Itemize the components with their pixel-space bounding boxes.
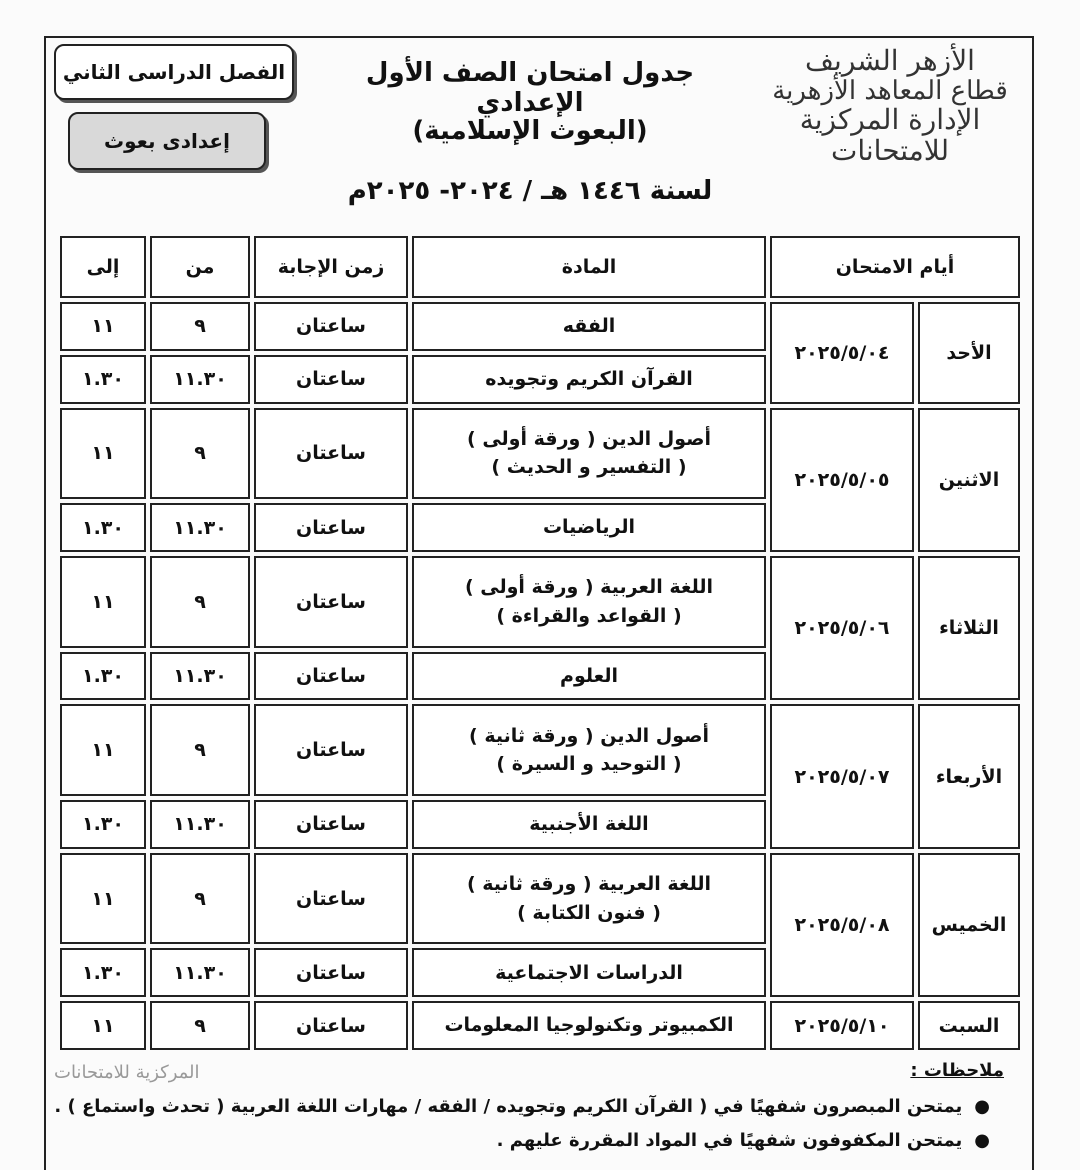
- duration-cell: ساعتان: [254, 652, 408, 701]
- bullet-icon: ●: [974, 1130, 990, 1151]
- from-cell: ٩: [150, 1001, 250, 1050]
- subject-line: القرآن الكريم وتجويده: [485, 367, 693, 390]
- date-cell: ٢٠٢٥/٥/٠٥: [770, 408, 914, 552]
- table-header-row: [60, 236, 1020, 298]
- duration-cell: ساعتان: [254, 704, 408, 796]
- date-cell: ٢٠٢٥/٥/١٠: [770, 1001, 914, 1050]
- duration-cell: ساعتان: [254, 948, 408, 997]
- subject-line: اللغة العربية ( ورقة ثانية ): [466, 873, 712, 896]
- from-cell: ٩: [150, 408, 250, 500]
- exam-schedule-table: [56, 232, 1024, 1054]
- subject-cell: [412, 652, 766, 701]
- subject-cell: [412, 408, 766, 500]
- subject-line: اللغة العربية ( ورقة أولى ): [464, 576, 714, 599]
- to-cell: ١١: [60, 704, 146, 796]
- header-duration: زمن الإجابة: [254, 236, 408, 298]
- from-cell: ١١.٣٠: [150, 800, 250, 849]
- from-cell: ٩: [150, 556, 250, 648]
- to-cell: ١١: [60, 302, 146, 351]
- day-cell: الاثنين: [918, 408, 1020, 552]
- day-cell: الخميس: [918, 853, 1020, 997]
- subject-cell: [412, 704, 766, 796]
- date-cell: ٢٠٢٥/٥/٠٨: [770, 853, 914, 997]
- subject-subline: ( التفسير و الحديث ): [491, 456, 687, 479]
- subject-cell: [412, 800, 766, 849]
- subject-cell: [412, 503, 766, 552]
- day-cell: الأحد: [918, 302, 1020, 404]
- subject-line: أصول الدين ( ورقة أولى ): [467, 427, 711, 450]
- duration-cell: ساعتان: [254, 302, 408, 351]
- to-cell: ١١: [60, 1001, 146, 1050]
- day-cell: الثلاثاء: [918, 556, 1020, 700]
- notes-title: ملاحظات :: [910, 1060, 1004, 1081]
- subject-line: أصول الدين ( ورقة ثانية ): [469, 724, 709, 747]
- logo-line-1: الأزهر الشريف: [805, 44, 975, 77]
- subject-line: الدراسات الاجتماعية: [495, 961, 683, 984]
- subject-line: الرياضيات: [542, 516, 636, 539]
- from-cell: ١١.٣٠: [150, 503, 250, 552]
- date-cell: ٢٠٢٥/٥/٠٧: [770, 704, 914, 848]
- day-cell: الأربعاء: [918, 704, 1020, 848]
- header-days: أيام الامتحان: [770, 236, 1020, 298]
- subject-line: الكمبيوتر وتكنولوجيا المعلومات: [444, 1014, 734, 1037]
- subject-line: العلوم: [560, 664, 618, 687]
- subject-cell: [412, 853, 766, 945]
- from-cell: ٩: [150, 302, 250, 351]
- bullet-icon: ●: [974, 1096, 990, 1117]
- duration-cell: ساعتان: [254, 800, 408, 849]
- header-subject: المادة: [412, 236, 766, 298]
- to-cell: ١.٣٠: [60, 503, 146, 552]
- duration-cell: ساعتان: [254, 355, 408, 404]
- table-row: [60, 408, 1020, 500]
- header-from: من: [150, 236, 250, 298]
- note-text: يمتحن المبصرون شفهيًا في ( القرآن الكريم وتجويده / الفقه / مهارات اللغة العربية ( تحدث واستماع ) .: [54, 1096, 963, 1117]
- subject-line: اللغة الأجنبية: [529, 813, 649, 836]
- page-subtitle: (البعوث الإسلامية): [412, 116, 648, 146]
- academic-year: لسنة ١٤٤٦ هـ / ٢٠٢٤- ٢٠٢٥م: [347, 176, 713, 206]
- to-cell: ١.٣٠: [60, 652, 146, 701]
- table-row: [60, 704, 1020, 796]
- from-cell: ٩: [150, 704, 250, 796]
- table-row: [60, 556, 1020, 648]
- to-cell: ١.٣٠: [60, 355, 146, 404]
- to-cell: ١١: [60, 853, 146, 945]
- azhar-logo: [760, 46, 1020, 167]
- to-cell: ١١: [60, 556, 146, 648]
- table-row: [60, 1001, 1020, 1050]
- subject-cell: [412, 556, 766, 648]
- institute-box: إعدادى بعوث: [68, 112, 266, 170]
- subject-subline: ( القواعد والقراءة ): [496, 604, 682, 627]
- from-cell: ١١.٣٠: [150, 652, 250, 701]
- duration-cell: ساعتان: [254, 556, 408, 648]
- subject-cell: [412, 1001, 766, 1050]
- header-to: إلى: [60, 236, 146, 298]
- duration-cell: ساعتان: [254, 1001, 408, 1050]
- day-cell: السبت: [918, 1001, 1020, 1050]
- table-row: [60, 853, 1020, 945]
- to-cell: ١.٣٠: [60, 800, 146, 849]
- note-item: [497, 1130, 990, 1151]
- to-cell: ١.٣٠: [60, 948, 146, 997]
- to-cell: ١١: [60, 408, 146, 500]
- note-item: [54, 1096, 990, 1117]
- subject-cell: [412, 302, 766, 351]
- logo-line-3: الإدارة المركزية للامتحانات: [799, 103, 981, 168]
- from-cell: ٩: [150, 853, 250, 945]
- table-row: [60, 302, 1020, 351]
- subject-subline: ( التوحيد و السيرة ): [496, 753, 682, 776]
- date-cell: ٢٠٢٥/٥/٠٦: [770, 556, 914, 700]
- subject-cell: [412, 355, 766, 404]
- logo-line-2: قطاع المعاهد الأزهرية: [772, 75, 1008, 106]
- subject-line: الفقه: [562, 315, 616, 338]
- term-box: الفصل الدراسى الثاني: [54, 44, 294, 100]
- watermark-text: المركزية للامتحانات: [54, 1062, 200, 1083]
- page-title: جدول امتحان الصف الأول الإعدادي: [365, 58, 695, 118]
- subject-subline: ( فنون الكتابة ): [517, 901, 661, 924]
- duration-cell: ساعتان: [254, 503, 408, 552]
- note-text: يمتحن المكفوفون شفهيًا في المواد المقررة عليهم .: [496, 1130, 963, 1151]
- subject-cell: [412, 948, 766, 997]
- from-cell: ١١.٣٠: [150, 948, 250, 997]
- duration-cell: ساعتان: [254, 408, 408, 500]
- date-cell: ٢٠٢٥/٥/٠٤: [770, 302, 914, 404]
- from-cell: ١١.٣٠: [150, 355, 250, 404]
- duration-cell: ساعتان: [254, 853, 408, 945]
